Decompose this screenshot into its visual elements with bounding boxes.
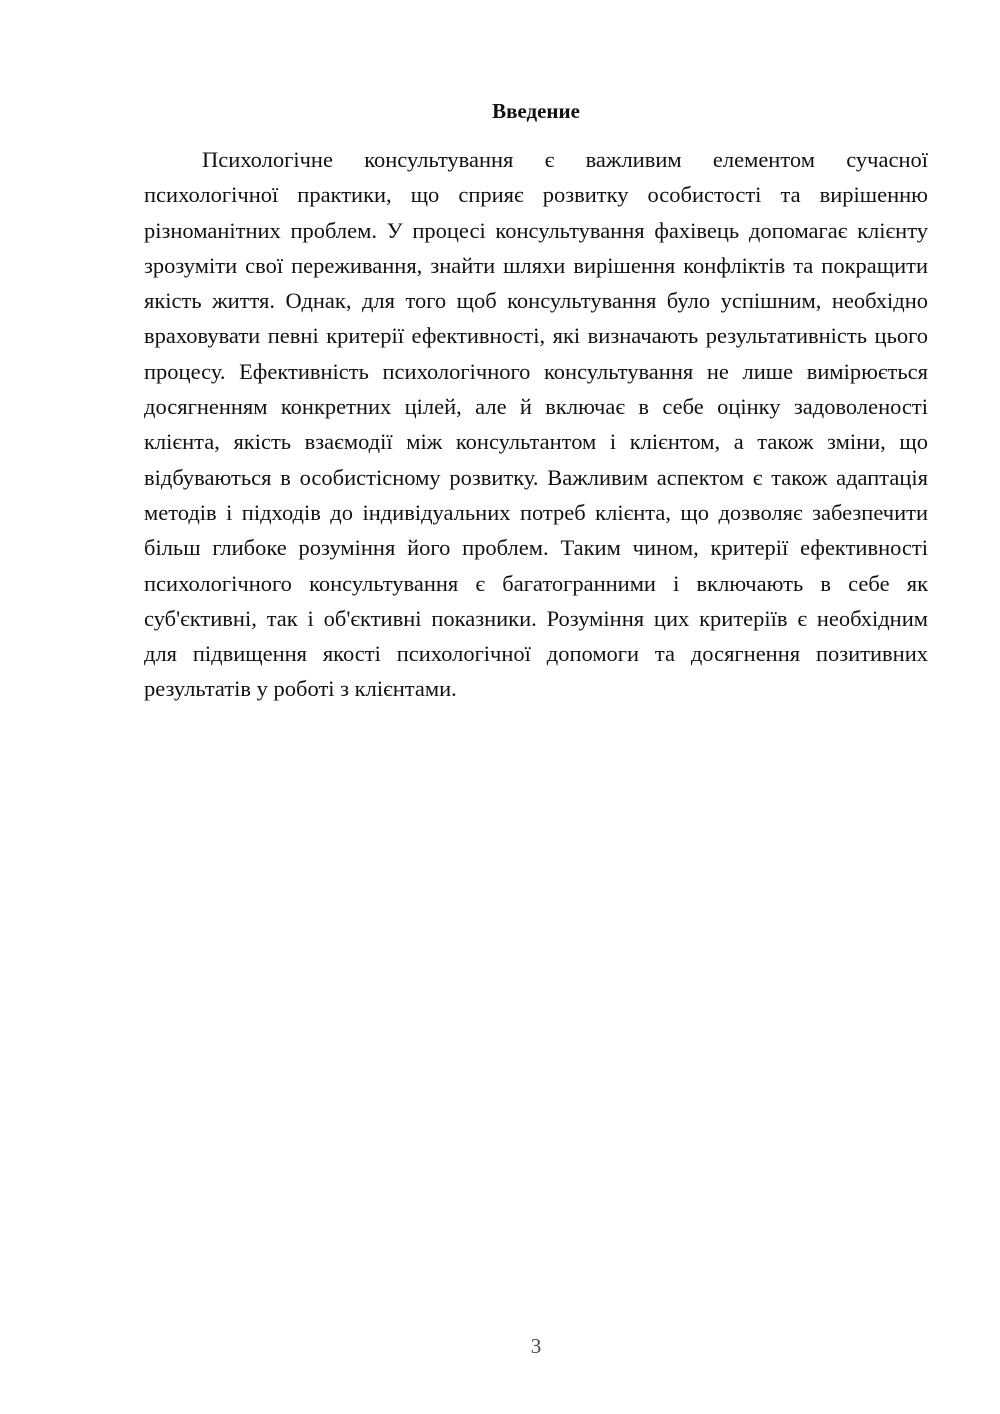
page-number: 3: [530, 1334, 542, 1358]
page-title: Введение: [492, 99, 580, 123]
body-paragraph: Психологічне консультування є важливим елементом сучасної психологічної практики, що сприяє розвитку особистості та вирішенню різноманітних проблем. У процесі консультування фахівець допомагає клієнту зрозуміти свої переживання, знайти шляхи вирішення конфліктів та покращити якість життя. Однак, для того щоб консультування було успішним, необхідно враховувати певні критерії ефективності, які визначають результативність цього процесу. Ефективність психологічного консультування не лише вимірюється досягненням конкретних цілей, але й включає в себе оцінку задоволеності клієнта, якість взаємодії між консультантом і клієнтом, а також зміни, що відбуваються в особистісному розвитку. Важливим аспектом є також адаптація методів і підходів до індивідуальних потреб клієнта, що дозволяє забезпечити більш глибоке розуміння його проблем. Таким чином, критерії ефективності психологічного консультування є багатогранними і включають в себе як суб'єктивні, так і об'єктивні показники. Розуміння цих критеріїв є необхідним для підвищення якості психологічної допомоги та досягнення позитивних результатів у роботі з клієнтами.: [144, 147, 928, 702]
